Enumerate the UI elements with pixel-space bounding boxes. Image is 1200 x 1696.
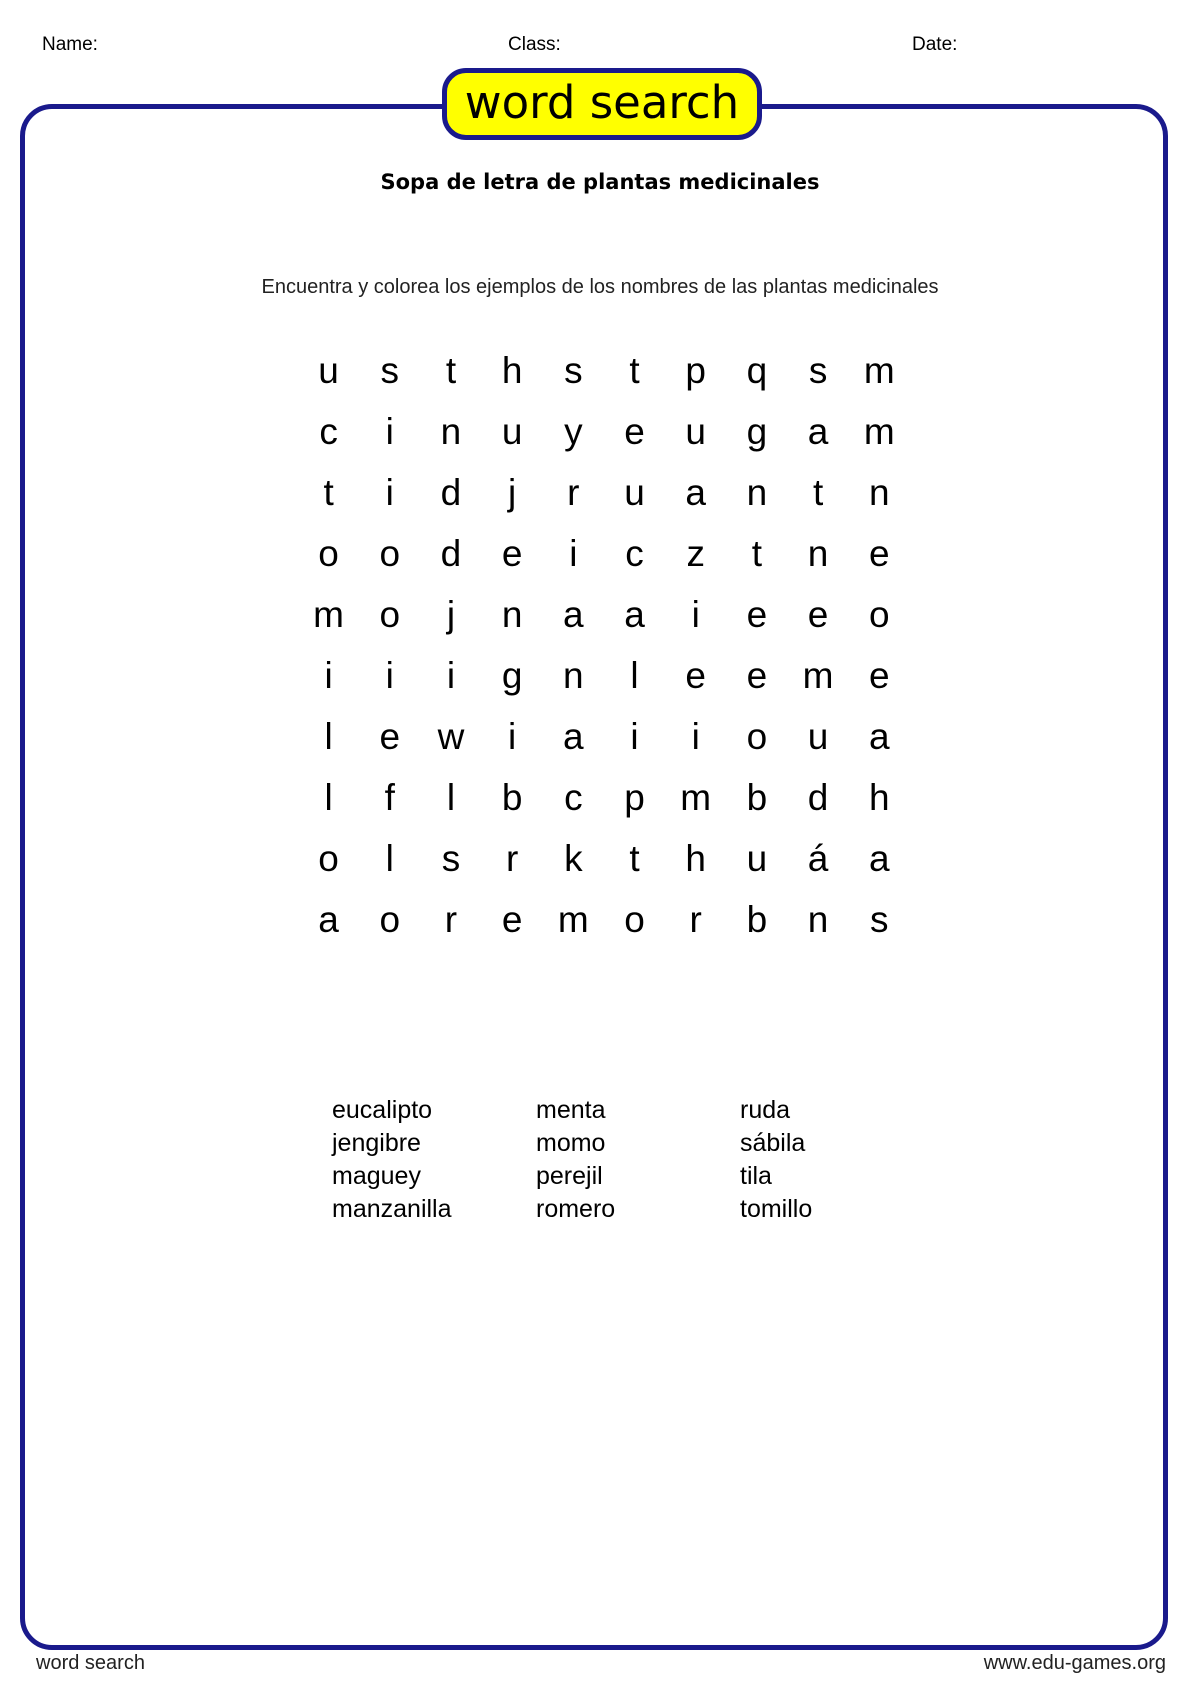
grid-letter[interactable]: u — [624, 471, 645, 513]
grid-letter[interactable]: e — [868, 532, 890, 574]
grid-letter[interactable]: f — [384, 776, 395, 818]
grid-letter[interactable]: l — [446, 776, 456, 818]
grid-letter[interactable]: s — [870, 898, 889, 940]
grid-letter[interactable]: e — [379, 715, 401, 757]
grid-letter[interactable]: i — [385, 410, 394, 452]
grid-letter[interactable]: u — [746, 837, 768, 879]
grid-letter[interactable]: m — [863, 349, 895, 391]
grid-letter[interactable]: s — [808, 349, 828, 391]
grid-letter[interactable]: d — [807, 776, 829, 818]
grid-letter[interactable]: y — [564, 410, 583, 452]
letter-grid — [298, 340, 910, 950]
grid-letter[interactable]: p — [685, 349, 706, 391]
word-item: tomillo — [740, 1195, 813, 1223]
grid-letter[interactable]: r — [567, 471, 580, 513]
grid-row — [298, 645, 910, 706]
grid-letter[interactable]: o — [379, 898, 401, 940]
grid-letter[interactable]: o — [379, 593, 401, 635]
grid-letter[interactable]: t — [812, 471, 824, 513]
grid-letter[interactable]: r — [505, 837, 519, 879]
grid-letter[interactable]: l — [630, 654, 639, 696]
grid-letter[interactable]: o — [318, 837, 339, 879]
word-column — [740, 1094, 900, 1226]
grid-letter[interactable]: a — [685, 471, 706, 513]
grid-row — [298, 401, 910, 462]
grid-letter[interactable]: z — [686, 532, 705, 574]
grid-letter[interactable]: a — [563, 593, 584, 635]
grid-letter[interactable]: s — [441, 837, 461, 879]
grid-letter[interactable]: i — [569, 532, 578, 574]
grid-letter[interactable]: i — [385, 654, 394, 696]
word-item: jengibre — [332, 1129, 421, 1157]
grid-letter[interactable]: j — [508, 471, 517, 513]
grid-letter[interactable]: t — [445, 349, 457, 391]
word-item: maguey — [332, 1162, 421, 1190]
grid-row — [298, 584, 910, 645]
title-badge: word search — [442, 68, 762, 140]
grid-letter[interactable]: a — [868, 715, 890, 757]
grid-letter[interactable]: i — [630, 715, 639, 757]
grid-letter[interactable]: e — [807, 593, 829, 635]
grid-row — [298, 462, 910, 523]
word-item: manzanilla — [332, 1195, 452, 1223]
grid-letter[interactable]: l — [324, 776, 333, 818]
grid-letter[interactable]: m — [802, 654, 834, 696]
grid-letter[interactable]: e — [868, 654, 890, 696]
grid-letter[interactable]: j — [446, 593, 456, 635]
grid-letter[interactable]: r — [689, 898, 702, 940]
grid-letter[interactable]: c — [564, 776, 583, 818]
word-item: eucalipto — [332, 1096, 433, 1124]
grid-letter[interactable]: m — [557, 898, 589, 940]
word-column — [332, 1094, 536, 1226]
word-item: sábila — [740, 1129, 806, 1157]
grid-letter[interactable]: e — [624, 410, 645, 452]
grid-row — [298, 889, 910, 950]
word-column — [536, 1094, 740, 1226]
grid-letter[interactable]: i — [691, 715, 700, 757]
grid-letter[interactable]: d — [440, 471, 462, 513]
worksheet-subtitle: Sopa de letra de plantas medicinales — [380, 170, 820, 194]
word-item: momo — [536, 1129, 606, 1157]
grid-letter[interactable]: i — [324, 654, 333, 696]
grid-letter[interactable]: o — [624, 898, 645, 940]
grid-letter[interactable]: n — [440, 410, 462, 452]
grid-letter[interactable]: n — [807, 532, 829, 574]
word-item: tila — [740, 1162, 772, 1190]
grid-letter[interactable]: g — [501, 654, 523, 696]
grid-row — [298, 340, 910, 401]
word-list — [332, 1094, 900, 1226]
grid-letter[interactable]: d — [440, 532, 462, 574]
grid-letter[interactable]: g — [746, 410, 768, 452]
grid-letter[interactable]: p — [624, 776, 645, 818]
grid-letter[interactable]: u — [685, 410, 706, 452]
date-label: Date: — [912, 34, 958, 55]
grid-row — [298, 767, 910, 828]
grid-letter[interactable]: m — [680, 776, 712, 818]
grid-letter[interactable]: n — [746, 471, 768, 513]
grid-letter[interactable]: h — [868, 776, 890, 818]
grid-letter[interactable]: a — [807, 410, 829, 452]
grid-letter[interactable]: u — [807, 715, 829, 757]
footer-title: word search — [36, 1652, 145, 1674]
grid-letter[interactable]: á — [807, 837, 829, 879]
grid-letter[interactable]: o — [318, 532, 339, 574]
grid-letter[interactable]: n — [563, 654, 584, 696]
grid-letter[interactable]: r — [444, 898, 458, 940]
grid-letter[interactable]: t — [751, 532, 763, 574]
grid-letter[interactable]: o — [868, 593, 890, 635]
instructions: Encuentra y colorea los ejemplos de los nombres de las plantas medicinales — [261, 276, 939, 298]
word-item: menta — [536, 1096, 606, 1124]
grid-letter[interactable]: i — [508, 715, 517, 757]
grid-letter[interactable]: e — [501, 898, 523, 940]
grid-letter[interactable]: n — [807, 898, 829, 940]
word-item: perejil — [536, 1162, 603, 1190]
footer-url: www.edu-games.org — [983, 1652, 1166, 1674]
grid-letter[interactable]: c — [625, 532, 644, 574]
grid-letter[interactable]: e — [746, 654, 768, 696]
grid-letter[interactable]: t — [629, 349, 640, 391]
grid-row — [298, 706, 910, 767]
grid-letter[interactable]: e — [746, 593, 768, 635]
grid-letter[interactable]: i — [385, 471, 394, 513]
grid-letter[interactable]: q — [746, 349, 768, 391]
grid-letter[interactable]: w — [437, 715, 465, 757]
grid-letter[interactable]: i — [446, 654, 456, 696]
grid-letter[interactable]: a — [624, 593, 645, 635]
word-item: ruda — [740, 1096, 791, 1124]
grid-letter[interactable]: a — [868, 837, 890, 879]
grid-letter[interactable]: i — [691, 593, 700, 635]
grid-letter[interactable]: u — [501, 410, 523, 452]
grid-letter[interactable]: n — [868, 471, 890, 513]
grid-letter[interactable]: c — [319, 410, 338, 452]
grid-letter[interactable]: t — [629, 837, 640, 879]
grid-letter[interactable]: m — [863, 410, 895, 452]
class-label: Class: — [508, 34, 561, 55]
grid-letter[interactable]: b — [746, 776, 768, 818]
grid-letter[interactable]: b — [501, 776, 523, 818]
grid-letter[interactable]: k — [564, 837, 583, 879]
grid-letter[interactable]: l — [385, 837, 394, 879]
grid-letter[interactable]: a — [318, 898, 339, 940]
grid-letter[interactable]: n — [501, 593, 523, 635]
grid-letter[interactable]: l — [324, 715, 333, 757]
name-label: Name: — [42, 34, 98, 55]
grid-letter[interactable]: s — [380, 349, 400, 391]
grid-letter[interactable]: u — [318, 349, 339, 391]
grid-letter[interactable]: m — [313, 593, 344, 635]
grid-letter[interactable]: e — [501, 532, 523, 574]
grid-row — [298, 523, 910, 584]
grid-letter[interactable]: o — [379, 532, 401, 574]
grid-row — [298, 828, 910, 889]
grid-letter[interactable]: t — [323, 471, 334, 513]
grid-letter[interactable]: e — [685, 654, 706, 696]
grid-letter[interactable]: h — [501, 349, 523, 391]
word-item: romero — [536, 1195, 616, 1223]
grid-letter[interactable]: a — [563, 715, 584, 757]
grid-letter[interactable]: h — [685, 837, 706, 879]
grid-letter[interactable]: b — [746, 898, 768, 940]
grid-letter[interactable]: s — [564, 349, 583, 391]
grid-letter[interactable]: o — [746, 715, 768, 757]
